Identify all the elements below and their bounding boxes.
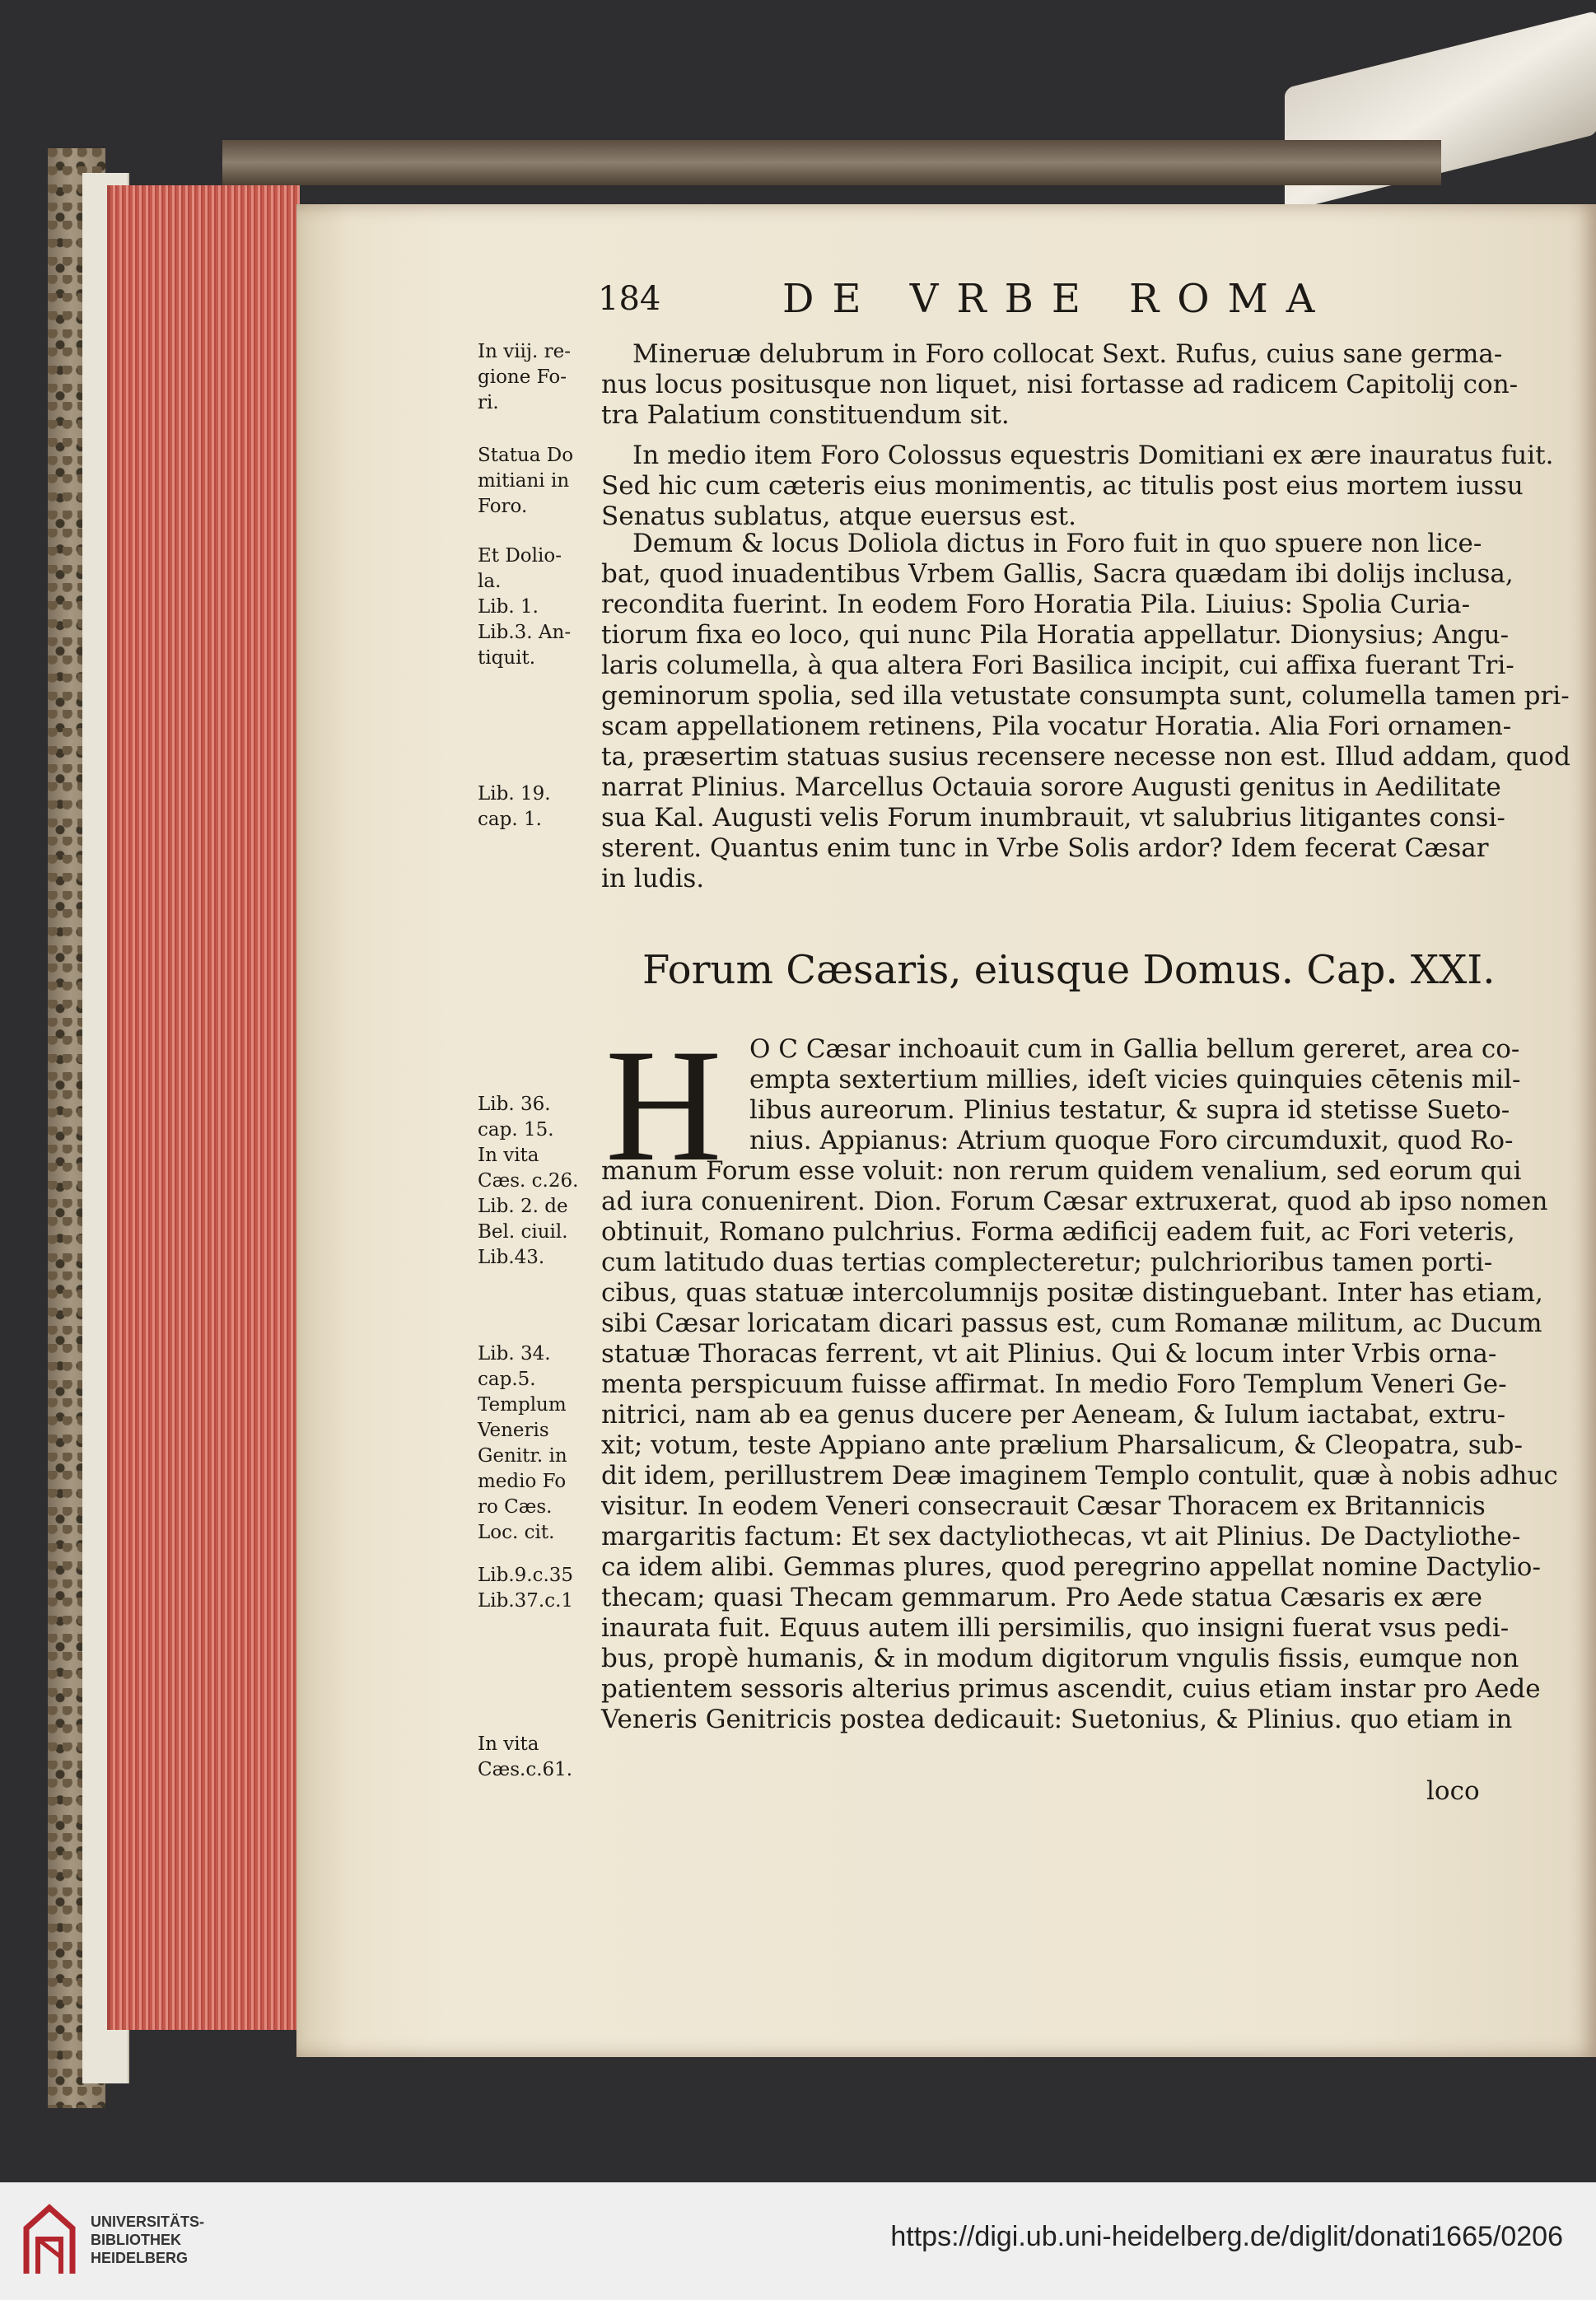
text-line: manum Forum esse voluit: non rerum quidem venalium, sed eorum qui — [601, 1156, 1522, 1186]
chapter-heading: Forum Cæsaris, eiusque Domus. Cap. XXI. — [642, 947, 1496, 993]
margin-note: Lib. 34. cap.5. Templum Veneris Genitr. in medio Fo ro Cæs. Loc. cit. — [478, 1343, 567, 1543]
viewer-footer — [0, 2182, 1596, 2300]
text-line: laris columella, à qua altera Fori Basilica incipit, cui affixa fuerant Tri- — [601, 651, 1514, 680]
red-page-edges — [107, 185, 300, 2030]
text-line: in ludis. — [601, 864, 705, 893]
margin-note: In vita Cæs.c.61. — [478, 1733, 573, 1780]
book-headband — [222, 140, 1441, 185]
text-line: O C Cæsar inchoauit cum in Gallia bellum gereret, area co- — [749, 1034, 1520, 1064]
text-line: bus, propè humanis, & in modum digitorum vngulis fissis, eumque non — [601, 1644, 1519, 1673]
text-line: In medio item Foro Colossus equestris Domitiani ex ære inauratus fuit. — [632, 441, 1554, 470]
text-line: Mineruæ delubrum in Foro collocat Sext. Rufus, cuius sane germa- — [632, 339, 1503, 369]
text-line: xit; votum, teste Appiano ante prælium Pharsalicum, & Cleopatra, sub- — [601, 1430, 1523, 1460]
margin-note: Lib. 19. cap. 1. — [478, 783, 551, 830]
source-url-link[interactable]: https://digi.ub.uni-heidelberg.de/diglit/donati1665/0206 — [890, 2221, 1563, 2252]
text-line: sterent. Quantus enim tunc in Vrbe Solis ardor? Idem fecerat Cæsar — [601, 833, 1489, 863]
text-line: statuæ Thoracas ferrent, vt ait Plinius. Qui & locum inter Vrbis orna- — [601, 1339, 1497, 1369]
text-line: patientem sessoris alterius primus ascendit, cuius etiam instar pro Aede — [601, 1674, 1541, 1704]
text-line: Demum & locus Doliola dictus in Foro fuit in quo spuere non lice- — [632, 529, 1482, 558]
margin-note: Lib.9.c.35 Lib.37.c.1 — [478, 1565, 574, 1612]
text-line: scam appellationem retinens, Pila vocatur Horatia. Alia Fori ornamen- — [601, 711, 1512, 741]
text-line: cum latitudo duas tertias complecteretur; pulchrioribus tamen porti- — [601, 1248, 1493, 1277]
university-library-logo-icon — [18, 2200, 81, 2282]
text-line: nitrici, nam ab ea genus ducere per Aeneam, & Iulum iactabat, extru- — [601, 1400, 1506, 1430]
text-line: Senatus sublatus, atque euersus est. — [601, 502, 1076, 531]
text-line: geminorum spolia, sed illa vetustate consumpta sunt, columella tamen pri- — [601, 681, 1570, 711]
text-line: thecam; quasi Thecam gemmarum. Pro Aede statua Cæsaris ex ære — [601, 1583, 1483, 1612]
text-line: narrat Plinius. Marcellus Octauia sorore Augusti genitus in Aedilitate — [601, 772, 1501, 802]
running-title: DE VRBE ROMA — [782, 276, 1333, 322]
text-line: libus aureorum. Plinius testatur, & supra id stetisse Sueto- — [749, 1095, 1510, 1125]
text-line: recondita fuerint. In eodem Foro Horatia Pila. Liuius: Spolia Curia- — [601, 590, 1471, 619]
text-line: empta sextertium millies, ideſt vicies quinquies cētenis mil- — [749, 1065, 1521, 1094]
drop-cap: H — [605, 1016, 722, 1195]
text-line: nus locus positusque non liquet, nisi fortasse ad radicem Capitolij con- — [601, 370, 1519, 399]
text-line: Veneris Genitricis postea dedicauit: Suetonius, & Plinius. quo etiam in — [601, 1705, 1513, 1734]
text-line: ta, præsertim statuas susius recensere necesse non est. Illud addam, quod — [601, 742, 1570, 772]
margin-note: Lib. 36. cap. 15. In vita Cæs. c.26. Lib. 2. de Bel. ciuil. Lib.43. — [478, 1094, 579, 1268]
text-line: margaritis factum: Et sex dactyliothecas, vt ait Plinius. De Dactyliothe- — [601, 1522, 1521, 1551]
text-line: ad iura conuenirent. Dion. Forum Cæsar extruxerat, quod ab ipso nomen — [601, 1187, 1548, 1216]
text-line: dit idem, perillustrem Deæ imaginem Templo contulit, quæ à nobis adhuc — [601, 1461, 1558, 1491]
text-line: tra Palatium constituendum sit. — [601, 400, 1010, 430]
text-line: visitur. In eodem Veneri consecrauit Cæsar Thoracem ex Britannicis — [601, 1491, 1486, 1521]
text-line: bat, quod inuadentibus Vrbem Gallis, Sacra quædam ibi dolijs inclusa, — [601, 559, 1514, 589]
text-line: Sed hic cum cæteris eius monimentis, ac titulis post eius mortem iussu — [601, 471, 1524, 501]
margin-note: Et Dolio- la. Lib. 1. Lib.3. An- tiquit. — [478, 545, 572, 669]
margin-note: Statua Do mitiani in Foro. — [478, 445, 574, 517]
text-line: sibi Cæsar loricatam dicari passus est, cum Romanæ militum, ac Ducum — [601, 1309, 1542, 1338]
page-number: 184 — [598, 280, 661, 318]
library-name: UNIVERSITÄTS- BIBLIOTHEK HEIDELBERG — [91, 2214, 205, 2266]
text-line: tiorum fixa eo loco, qui nunc Pila Horatia appellatur. Dionysius; Angu- — [601, 620, 1510, 650]
text-line: cibus, quas statuæ intercolumnijs positæ distinguebant. Inter has etiam, — [601, 1278, 1543, 1308]
text-line: inaurata fuit. Equus autem illi persimilis, quo insigni fuerat vsus pedi- — [601, 1613, 1510, 1643]
catchword: loco — [1426, 1776, 1480, 1806]
margin-note: In viij. re- gione Fo- ri. — [478, 341, 572, 413]
text-line: ca idem alibi. Gemmas plures, quod peregrino appellat nomine Dactylio- — [601, 1552, 1541, 1582]
text-line: sua Kal. Augusti velis Forum inumbrauit, vt salubrius litigantes consi- — [601, 803, 1505, 833]
text-line: menta perspicuum fuisse affirmat. In medio Foro Templum Veneri Ge- — [601, 1369, 1507, 1399]
text-line: obtinuit, Romano pulchrius. Forma ædificij eadem fuit, ac Fori veteris, — [601, 1217, 1515, 1247]
text-line: nius. Appianus: Atrium quoque Foro circumduxit, quod Ro- — [749, 1126, 1514, 1155]
